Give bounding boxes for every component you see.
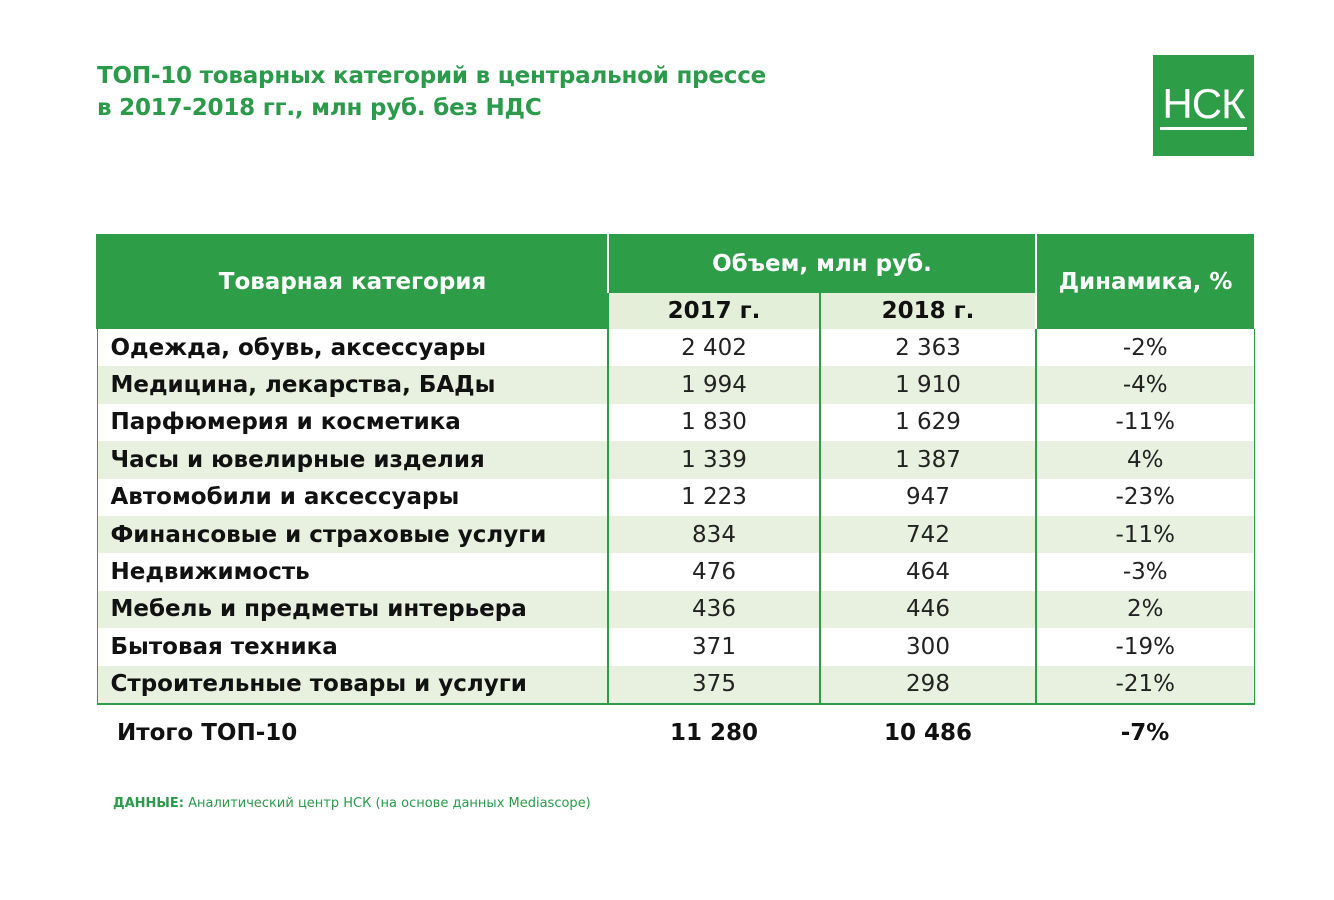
row-value-2017: 1 223 <box>608 479 820 516</box>
total-dynamics: -7% <box>1036 704 1254 761</box>
source-text: Аналитический центр НСК (на основе данных Mediascope) <box>188 796 591 811</box>
row-dynamics: 2% <box>1036 591 1254 628</box>
row-dynamics: 4% <box>1036 441 1254 478</box>
row-dynamics: -3% <box>1036 553 1254 590</box>
table-row <box>97 479 1254 516</box>
row-value-2017: 1 830 <box>608 404 820 441</box>
row-category: Недвижимость <box>97 553 608 590</box>
header-year-2017: 2017 г. <box>608 293 820 329</box>
table-row <box>97 591 1254 628</box>
categories-table <box>96 234 1255 761</box>
row-dynamics: -4% <box>1036 366 1254 403</box>
row-value-2018: 300 <box>820 628 1036 665</box>
row-value-2017: 834 <box>608 516 820 553</box>
row-value-2018: 947 <box>820 479 1036 516</box>
logo-text: НСК <box>1160 82 1246 130</box>
row-dynamics: -11% <box>1036 404 1254 441</box>
row-value-2017: 375 <box>608 666 820 704</box>
table-row <box>97 441 1254 478</box>
title-line-2: в 2017-2018 гг., млн руб. без НДС <box>97 95 542 121</box>
total-value-2018: 10 486 <box>820 704 1036 761</box>
table-row <box>97 628 1254 665</box>
row-category: Финансовые и страховые услуги <box>97 516 608 553</box>
table-row <box>97 329 1254 366</box>
row-value-2018: 1 910 <box>820 366 1036 403</box>
total-value-2017: 11 280 <box>608 704 820 761</box>
row-value-2017: 2 402 <box>608 329 820 366</box>
table-row <box>97 666 1254 704</box>
row-value-2018: 446 <box>820 591 1036 628</box>
row-category: Бытовая техника <box>97 628 608 665</box>
table-row <box>97 366 1254 403</box>
row-value-2018: 298 <box>820 666 1036 704</box>
row-value-2018: 742 <box>820 516 1036 553</box>
categories-table-container <box>96 234 1253 761</box>
row-value-2018: 1 387 <box>820 441 1036 478</box>
row-value-2018: 1 629 <box>820 404 1036 441</box>
row-category: Мебель и предметы интерьера <box>97 591 608 628</box>
row-category: Одежда, обувь, аксессуары <box>97 329 608 366</box>
table-row <box>97 404 1254 441</box>
row-value-2018: 464 <box>820 553 1036 590</box>
source-note <box>113 796 591 811</box>
row-value-2017: 1 339 <box>608 441 820 478</box>
row-dynamics: -19% <box>1036 628 1254 665</box>
table-row <box>97 516 1254 553</box>
row-category: Автомобили и аксессуары <box>97 479 608 516</box>
total-label: Итого ТОП-10 <box>97 704 608 761</box>
row-category: Часы и ювелирные изделия <box>97 441 608 478</box>
title-line-1: ТОП-10 товарных категорий в центральной прессе <box>97 63 767 89</box>
source-label: ДАННЫЕ: <box>113 796 184 811</box>
row-category: Парфюмерия и косметика <box>97 404 608 441</box>
table-row <box>97 553 1254 590</box>
row-value-2017: 1 994 <box>608 366 820 403</box>
row-dynamics: -2% <box>1036 329 1254 366</box>
row-category: Медицина, лекарства, БАДы <box>97 366 608 403</box>
row-value-2017: 371 <box>608 628 820 665</box>
row-value-2018: 2 363 <box>820 329 1036 366</box>
header-dynamics: Динамика, % <box>1036 234 1254 329</box>
row-dynamics: -21% <box>1036 666 1254 704</box>
page-title <box>97 60 766 124</box>
header-year-2018: 2018 г. <box>820 293 1036 329</box>
total-row <box>97 704 1254 761</box>
nsk-logo <box>1153 55 1254 156</box>
row-value-2017: 436 <box>608 591 820 628</box>
row-category: Строительные товары и услуги <box>97 666 608 704</box>
header-volume: Объем, млн руб. <box>608 234 1036 293</box>
header-category: Товарная категория <box>97 234 608 329</box>
row-value-2017: 476 <box>608 553 820 590</box>
row-dynamics: -23% <box>1036 479 1254 516</box>
row-dynamics: -11% <box>1036 516 1254 553</box>
